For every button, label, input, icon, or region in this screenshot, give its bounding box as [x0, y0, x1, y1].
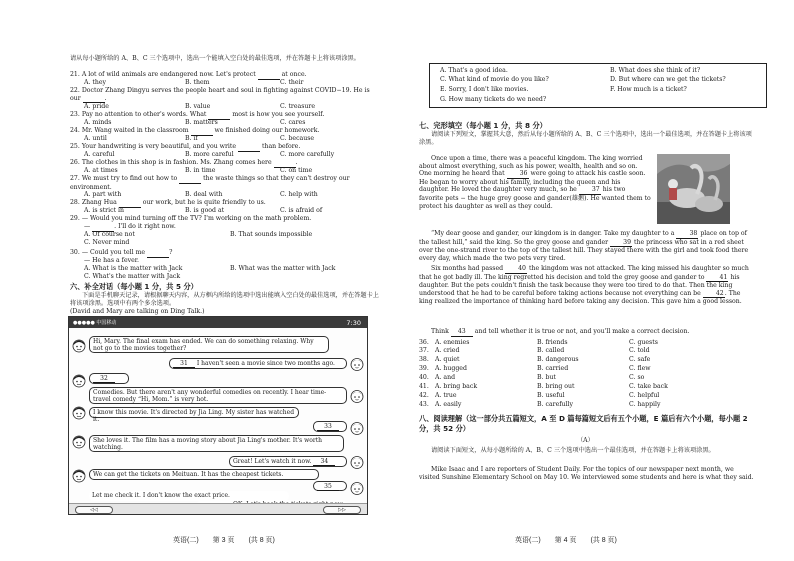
option: A. bring back: [435, 383, 478, 390]
phone-status-bar: [69, 317, 367, 328]
chat-phone-screen: [68, 316, 368, 515]
option: B. useful: [537, 392, 565, 399]
question-24: 24. Mr. Wang waited in the classroom we finished doing our homework.: [70, 127, 320, 134]
option: C. more carefully: [280, 151, 335, 158]
option: A. What is the matter with Jack: [84, 265, 183, 272]
passage-paragraph: “My dear goose and gander, our kingdom is in danger. Take my daughter to a 38 place on top of the tallest hill,” said the king. So the grey goose and gander 39 the princess who sat in a red sheet over the one-strand river to the top of the tallest hill. They stayed there with the girl and took food there every day, which made the two pets very tired.: [419, 230, 749, 262]
option: C. their: [280, 79, 304, 86]
passage-paragraph: Once upon a time, there was a peaceful kingdom. The king worried about almost everything, such as his power, wealth, health and so on. One morning he heard that 36 were going to attack his castle soon. He began to worry about his family, including the queen and his daughter. He loved the daughter very much, so he 37 his two favorite pets − the huge grey goose and gander(雄鹅). He wanted them to protect his daughter as well as they could.: [419, 155, 651, 210]
option: A. quiet: [435, 356, 460, 363]
goose-gander-illustration: [657, 154, 730, 224]
option: C. treasure: [280, 103, 316, 110]
boy-avatar-icon: [72, 406, 86, 420]
page-footer: 英语(二) 第 3 页 (共 8 页): [173, 537, 275, 544]
boy-avatar-icon: [72, 435, 86, 449]
option: C. helpful: [629, 392, 660, 399]
signal-indicator: ●●●●● 中国移动: [73, 320, 117, 326]
passage-paragraph: Six months had passed 40 the kingdom was not attacked. The king missed his daughter so much that he got badly ill. The king regretted his decision and told the grey goose and gander to 41 his daughter. But the pets couldn't finish the task because they were too tired to do that. Then the king understood that he had to be careful before taking actions because not everything can be 42. The king realized the importance of thinking hard before taking any decision. This gave him a good lesson.: [419, 265, 749, 306]
dialogue-option: E. Sorry, I don't like movies.: [440, 86, 529, 93]
page-footer: 英语(二) 第 4 页 (共 8 页): [515, 537, 617, 544]
question-21: 21. A lot of wild animals are endangered now. Let's protect at once.: [70, 71, 307, 78]
section-6-note: (David and Mary are talking on Ding Talk.): [70, 308, 205, 315]
option: A. easily: [435, 401, 462, 408]
option: A. pride: [84, 103, 109, 110]
reading-paragraph: Mike Isaac and I are reporters of Student Daily. For the topics of our newspaper next month, we visited Sunshine Elementary School on May 10. We interviewed some students and here is what they said.: [419, 466, 754, 481]
question-number: 38.: [419, 356, 429, 363]
question-29-reply: — . I'll do it right now.: [84, 223, 176, 230]
option: A. Of course not: [84, 231, 135, 238]
chat-bubble-right: 33: [313, 421, 347, 432]
section-7-title: 七、完形填空（每小题 1 分，共 8 分）: [419, 121, 547, 130]
phone-nav-bar: [69, 503, 367, 514]
option: B. if: [185, 135, 198, 142]
option: A. minds: [84, 119, 112, 126]
option: C. so: [629, 374, 645, 381]
chat-bubble-left: I know this movie. It's directed by Jia Ling. My sister has watched it.: [89, 407, 299, 418]
option: B. matters: [185, 119, 218, 126]
option: B. but: [537, 374, 556, 381]
girl-avatar-icon: [350, 421, 364, 435]
section-6-title: 六、补全对话（每小题 1 分，共 5 分）: [70, 282, 198, 291]
option: C. Never mind: [84, 239, 130, 246]
chat-bubble-left: We can get the tickets on Meituan. It has the cheapest tickets.: [89, 469, 319, 480]
option: A. true: [435, 392, 457, 399]
option: A. at times: [84, 167, 118, 174]
passage-paragraph: Think 43 and tell whether it is true or not, and you'll make a correct decision.: [431, 328, 690, 335]
dialogue-option: C. What kind of movie do you like?: [440, 76, 549, 83]
option: C. safe: [629, 356, 651, 363]
option: A. enemies: [435, 339, 470, 346]
question-number: 41.: [419, 383, 429, 390]
dialogue-options-box: [429, 63, 767, 108]
chat-bubble-left: Let me check it. I don't know the exact price.: [89, 491, 289, 501]
option: A. hugged: [435, 365, 467, 372]
option: A. cried: [435, 347, 460, 354]
section-6-intro: 下面是手机聊天记录，请根据聊天内容，从方框内所给的选项中选出能填入空白处的最佳选项，并在答题卡上将该项涂黑。选项中有两个多余选项。: [70, 292, 379, 307]
question-number: 37.: [419, 347, 429, 354]
option: C. on time: [280, 167, 313, 174]
option: B. in time: [185, 167, 216, 174]
question-23: 23. Pay no attention to other's words. What most is how you see yourself.: [70, 111, 325, 118]
option: B. value: [185, 103, 211, 110]
clock-display: 7:30: [346, 318, 361, 327]
question-number: 36.: [419, 339, 429, 346]
option: C. guests: [629, 339, 658, 346]
dialogue-option: B. What does she think of it?: [610, 67, 701, 74]
option: B. carried: [537, 365, 569, 372]
option: B. That sounds impossible: [230, 231, 313, 238]
section-8-part-a: （A）: [577, 437, 594, 444]
question-number: 42.: [419, 392, 429, 399]
option: B. bring out: [537, 383, 575, 390]
option: B. deal with: [185, 191, 223, 198]
option: B. What was the matter with Jack: [230, 265, 336, 272]
chat-bubble-left: 32: [89, 373, 129, 384]
chat-bubble-right: 31 I haven't seen a movie since two months ago.: [169, 358, 347, 369]
girl-avatar-icon: [350, 389, 364, 403]
chat-bubble-left: Hi, Mary. The final exam has ended. We can do something relaxing. Why not go to the movies together?: [89, 336, 329, 353]
boy-avatar-icon: [72, 374, 86, 388]
dialogue-option: F. How much is a ticket?: [610, 86, 687, 93]
boy-avatar-icon: [72, 339, 86, 353]
girl-avatar-icon: [350, 481, 364, 495]
option: C. take back: [629, 383, 668, 390]
question-number: 40.: [419, 374, 429, 381]
option: C. What's the matter with Jack: [84, 273, 181, 280]
option: C. flew: [629, 365, 651, 372]
chat-bubble-right: 35: [313, 481, 347, 491]
option: A. careful: [84, 151, 115, 158]
option: A. they: [84, 79, 107, 86]
option: B. more careful: [185, 151, 234, 158]
option: A. is strict in: [84, 207, 125, 214]
section-7-intro: 请阅读下列短文，掌握其大意，然后从每小题所给的 A、B、C 三个选项中，选出一个最佳选项，并在答题卡上将该项涂黑。: [419, 131, 752, 146]
dialogue-option: D. But where can we get the tickets?: [610, 76, 726, 83]
option: A. part with: [84, 191, 122, 198]
question-28: 28. Zhang Hua our work, but he is quite friendly to us.: [70, 199, 266, 206]
option: B. friends: [537, 339, 568, 346]
option: C. happily: [629, 401, 661, 408]
option: B. dangerous: [537, 356, 579, 363]
option: B. carefully: [537, 401, 573, 408]
chat-bubble-right: Great! Let's watch it now. 34: [229, 456, 347, 467]
question-number: 43.: [419, 401, 429, 408]
question-29: 29. — Would you mind turning off the TV? I'm working on the math problem.: [70, 215, 312, 222]
option: B. them: [185, 79, 210, 86]
section-8-intro: 请阅读下面短文，从每小题所给的 A、B、C 三个选项中选出一个最佳选项，并在答题卡上将该项涂黑。: [431, 447, 715, 454]
option: C. is afraid of: [280, 207, 323, 214]
option: B. called: [537, 347, 565, 354]
option: B. is good at: [185, 207, 225, 214]
question-22: 22. Doctor Zhang Dingyu serves the people heart and soul in fighting against COVID−19. He is our .: [70, 87, 370, 102]
question-26: 26. The clothes in this shop is in fashion. Ms. Zhang comes here .: [70, 159, 298, 166]
girl-avatar-icon: [350, 455, 364, 469]
option: A. until: [84, 135, 107, 142]
section-8-title: 八、阅读理解（这一部分共五篇短文，A 至 D 篇每篇短文后有五个小题，E 篇后有六个小题，每小题 2 分，共 52 分）: [419, 414, 748, 433]
question-number: 39.: [419, 365, 429, 372]
boy-avatar-icon: [72, 469, 86, 483]
question-25: 25. Your handwriting is very beautiful, and you write than before.: [70, 143, 301, 150]
chat-bubble-left: She loves it. The film has a moving story about Jia Ling's mother. It's worth watching.: [89, 435, 344, 452]
question-27: 27. We must try to find out how to the waste things so that they can't destroy our environment.: [70, 175, 350, 191]
chat-bubble-right: Comedies. But there aren't any wonderful comedies on recently. I hear time-travel comedy “Hi, Mom.” is very hot.: [89, 387, 347, 404]
back-button[interactable]: ◁◁: [75, 506, 113, 514]
option: A. and: [435, 374, 456, 381]
option: C. because: [280, 135, 315, 142]
right-page: [397, 0, 794, 561]
dialogue-option: A. That's a good idea.: [440, 67, 508, 74]
question-30-reply: — He has a fever.: [84, 257, 140, 264]
option: C. told: [629, 347, 650, 354]
forward-button[interactable]: ▷▷: [323, 506, 361, 514]
girl-avatar-icon: [350, 357, 364, 371]
dialogue-option: G. How many tickets do we need?: [440, 96, 547, 103]
option: C. cares: [280, 119, 306, 126]
question-30: 30. — Could you tell me ?: [70, 249, 173, 256]
instructions-text: 请从每小题所给的 A、B、C 三个选项中，选出一个能填入空白处的最佳选项，并在答题卡上将该项涂黑。: [70, 55, 360, 62]
option: C. help with: [280, 191, 318, 198]
